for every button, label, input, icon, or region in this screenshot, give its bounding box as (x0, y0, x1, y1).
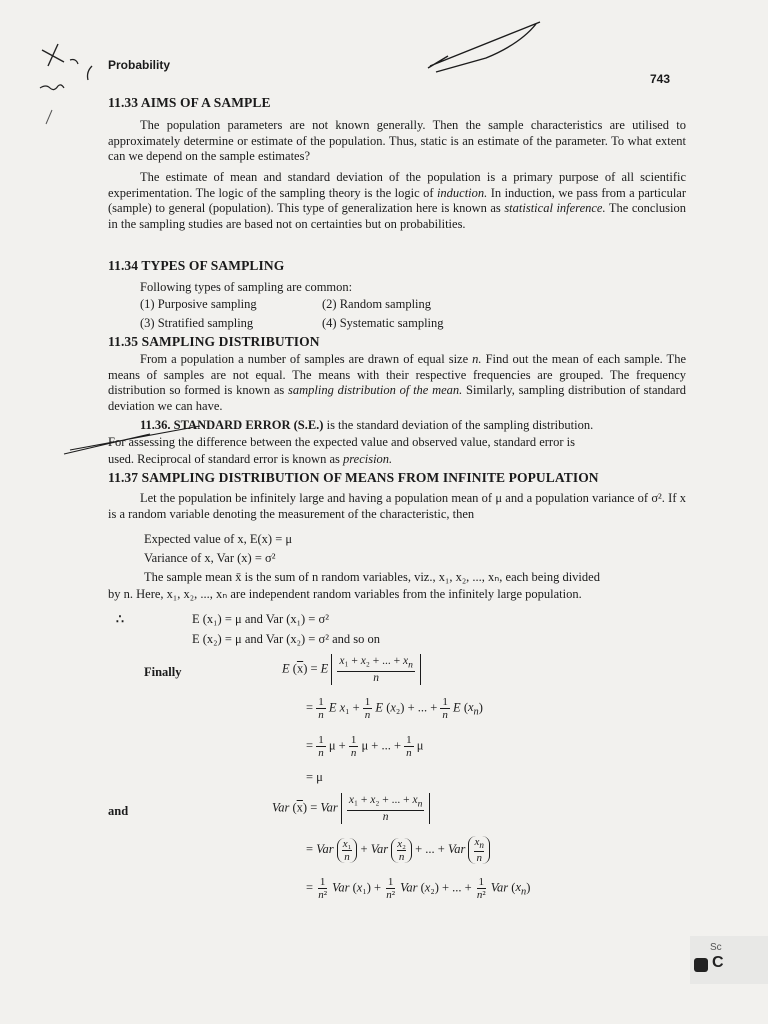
equation-variance-step-2: = $\frac{1}{\text{n²}}$ Var (x₁) + $\frac{1}{\text{n²}}$ Var (x₂) + ... + $\frac{1}{\text{n²}}$ Var $(x_n)$ (306, 876, 531, 901)
equation-mean-expectation: E $(\overline{x}) = E$ $\frac{x_1 + x_2 + ... + x_n}{n}$ (282, 654, 421, 685)
type-item-2: (2) Random sampling (322, 297, 432, 311)
equation-variance-step-1: = Var $\frac{\text{x₁}}{n}$ + Var $\frac{\text{x₂}}{n}$ + ... + Var $\frac{x_n}{n}$ (306, 836, 490, 864)
finally-label: Finally (144, 665, 182, 679)
equation-mean-step-2: = $\frac{1}{n}$ μ + $\frac{1}{n}$ μ + ... + $\frac{1}{n}$ μ (306, 734, 424, 759)
watermark-letter: C (712, 954, 724, 971)
italic-term: statistical inference. (504, 201, 606, 216)
section-title-11-36: 11.36. STANDARD ERROR (S.E.) (140, 418, 324, 432)
page-number: 743 (650, 72, 671, 86)
paragraph-text: Let the population be infinitely large and having a population mean of μ and a population variance of σ². If x is a random variable denoting the measurement of the characteristic, then (108, 491, 686, 521)
type-item-1: (1) Purposive sampling (140, 297, 257, 311)
italic-term: sampling distribution of the mean. (288, 383, 463, 398)
scanner-watermark (690, 936, 768, 984)
section-title-11-35: 11.35 SAMPLING DISTRIBUTION (108, 334, 320, 349)
paragraph-text: In induction, we pass from a particular (sample) to general (population). This type of generalization here is known as (108, 185, 687, 216)
therefore-symbol: ∴ (116, 612, 124, 626)
pen-strike-mark (60, 420, 210, 460)
standard-error-line-2: For assessing the difference between the expected value and observed value, standard error is (108, 435, 575, 449)
equation-mean-result: = μ (306, 770, 323, 784)
paragraph-infinite-population (108, 491, 686, 522)
paragraph-text: Similarly, sampling distribution of standard deviation we can have. (108, 383, 687, 413)
italic-term: n. (472, 352, 482, 366)
sample-mean-line-1: The sample mean x̄ is the sum of n random variables, viz., x₁, x₂, ..., xₙ, each being divided (144, 570, 600, 584)
section-title-11-33: 11.33 AIMS OF A SAMPLE (108, 95, 271, 110)
type-item-4: (4) Systematic sampling (322, 316, 444, 330)
italic-term: induction. (436, 185, 488, 200)
equation-x2: E (x₂) = μ and Var (x₂) = σ² and so on (192, 632, 381, 646)
paragraph-sampling-distribution (108, 352, 686, 414)
paragraph-text: The conclusion in the sampling studies are based not on certainties but on probabilities. (108, 201, 686, 231)
paragraph-text: From a population a number of samples are drawn of equal size (140, 352, 473, 366)
paragraph-text: is the standard deviation of the sampling distribution. (323, 418, 594, 432)
scanner-logo-icon (694, 958, 708, 972)
italic-term: precision. (343, 452, 393, 466)
running-header: Probability (108, 58, 171, 72)
type-item-3: (3) Stratified sampling (140, 316, 254, 330)
paragraph-text: The estimate of mean and standard deviation of the population is a primary purpose of all scientific experimentation. The logic of the sampling theory is the logic of (108, 170, 686, 200)
variance-line: Variance of x, Var (x) = σ² (144, 551, 276, 565)
sample-mean-line-2: by n. Here, x₁, x₂, ..., xₙ are independent random variables from the infinitely large population. (108, 587, 582, 601)
equation-x1: E (x₁) = μ and Var (x₁) = σ² (192, 612, 329, 626)
paragraph-text: used. Reciprocal of standard error is known as (108, 452, 343, 466)
section-title-11-34: 11.34 TYPES OF SAMPLING (108, 258, 285, 273)
types-intro: Following types of sampling are common: (140, 280, 353, 294)
and-label: and (108, 804, 129, 818)
equation-variance-mean: Var $(\overline{x})$ = Var $\frac{x_1 + x_2 + ... + x_n}{n}$ (272, 793, 430, 824)
paragraph-aims-1 (108, 118, 686, 165)
watermark-text: Sc (710, 942, 722, 953)
section-title-11-37: 11.37 SAMPLING DISTRIBUTION OF MEANS FROM INFINITE POPULATION (108, 470, 599, 485)
equation-mean-step-1: = $\frac{1}{n}$ E x₁ + $\frac{1}{n}$ E (x₂) + ... + $\frac{1}{n}$ E $(x_n)$ (306, 696, 483, 721)
paragraph-text: The population parameters are not known generally. Then the sample characteristics are utilised to approximately determine or estimate of the population. Thus, static is an estimate of the parameter. To what extent can we depend on the sample estimates? (108, 118, 686, 164)
paragraph-aims-2 (108, 170, 686, 232)
expected-value-line: Expected value of x, E(x) = μ (144, 532, 293, 546)
paragraph-text: Find out the mean of each sample. The means of samples are not equal. The means with their respective frequencies are grouped. The frequency distribution so formed is known as (108, 352, 686, 398)
